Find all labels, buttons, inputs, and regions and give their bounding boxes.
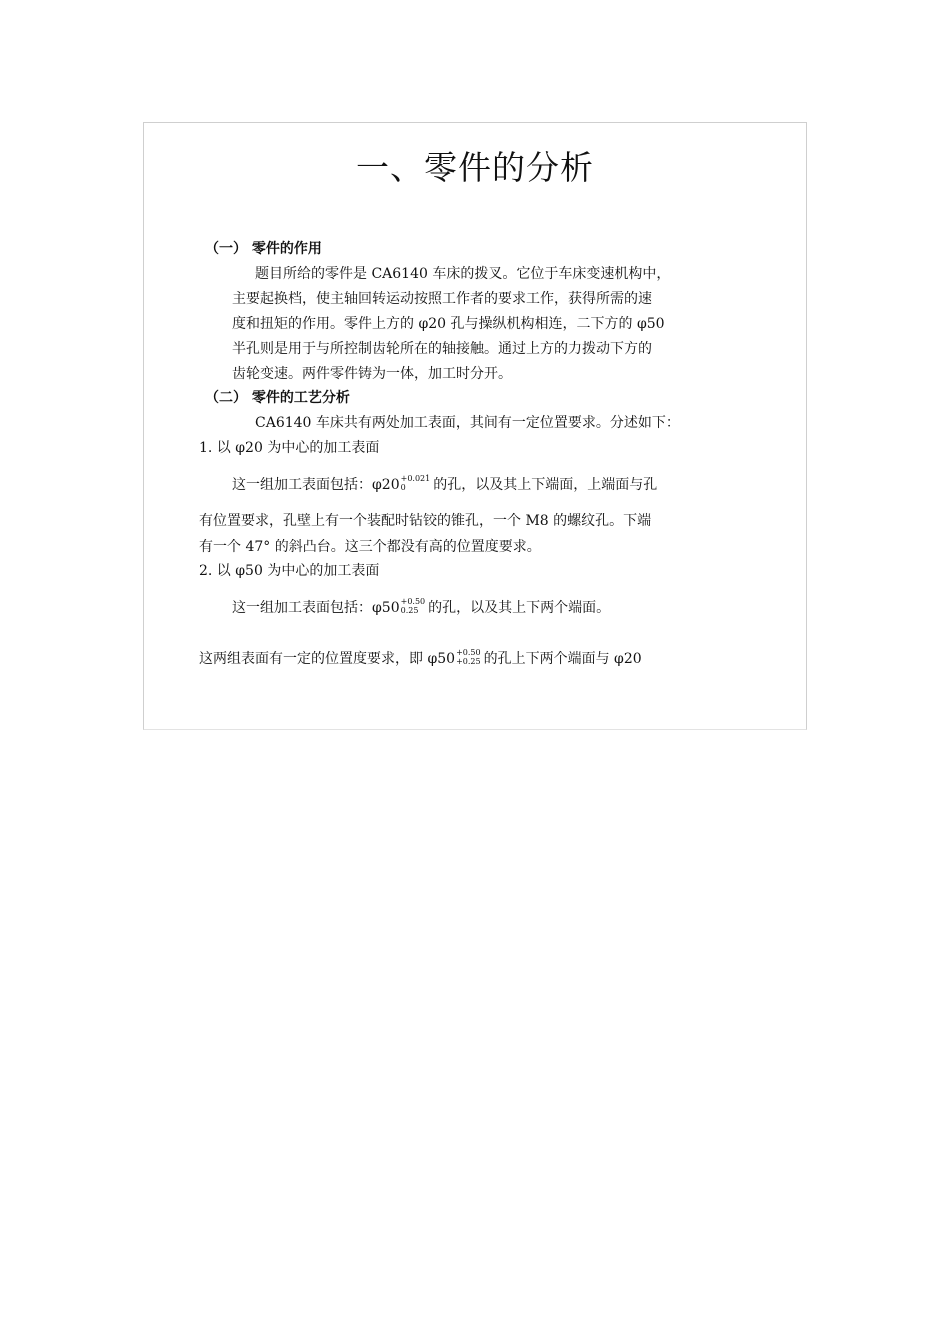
paragraph-line: 半孔则是用于与所控制齿轮所在的轴接触。通过上方的力拨动下方的 [232,341,652,357]
paragraph-line-tolerance [199,650,642,668]
tolerance-lower: 0 [400,483,406,492]
tolerance-lower: 0.25 [400,606,419,615]
list-item-title: 1. 以 φ20 为中心的加工表面 [199,440,380,456]
tolerance-upper: +0.50 [400,597,426,606]
text-prefix: 这一组加工表面包括：φ20 [232,477,400,493]
text-suffix: 的孔上下两个端面与 φ20 [483,651,642,667]
page-title: 一、零件的分析 [356,148,594,187]
paragraph-line-tolerance [232,476,657,494]
tolerance-upper: +0.021 [400,474,431,483]
paragraph-line: 主要起换档，使主轴回转运动按照工作者的要求工作，获得所需的速 [232,291,652,307]
text-prefix: 这一组加工表面包括：φ50 [232,600,400,616]
paragraph-line: CA6140 车床共有两处加工表面，其间有一定位置要求。分述如下： [255,415,680,431]
tolerance-stack [456,648,481,666]
tolerance-stack [401,474,431,492]
paragraph-line-tolerance [232,599,610,617]
text-prefix: 这两组表面有一定的位置度要求，即 φ50 [199,651,456,667]
section-heading-function: （一） 零件的作用 [205,241,322,257]
paragraph-line: 度和扭矩的作用。零件上方的 φ20 孔与操纵机构相连，二下方的 φ50 [232,316,665,332]
text-suffix: 的孔，以及其上下两个端面。 [428,600,611,616]
paragraph-line: 齿轮变速。两件零件铸为一体，加工时分开。 [232,366,512,382]
paragraph-line: 有一个 47° 的斜凸台。这三个都没有高的位置度要求。 [199,539,541,555]
tolerance-upper: +0.50 [456,648,481,657]
text-suffix: 的孔，以及其上下端面，上端面与孔 [433,477,658,493]
section-heading-process: （二） 零件的工艺分析 [205,390,350,406]
list-item-title: 2. 以 φ50 为中心的加工表面 [199,563,380,579]
tolerance-stack [401,597,426,615]
paragraph-line: 有位置要求，孔壁上有一个装配时钻铰的锥孔，一个 M8 的螺纹孔。下端 [199,513,652,529]
tolerance-lower: +0.25 [456,657,481,666]
paragraph-line: 题目所给的零件是 CA6140 车床的拨叉。它位于车床变速机构中， [255,266,671,282]
